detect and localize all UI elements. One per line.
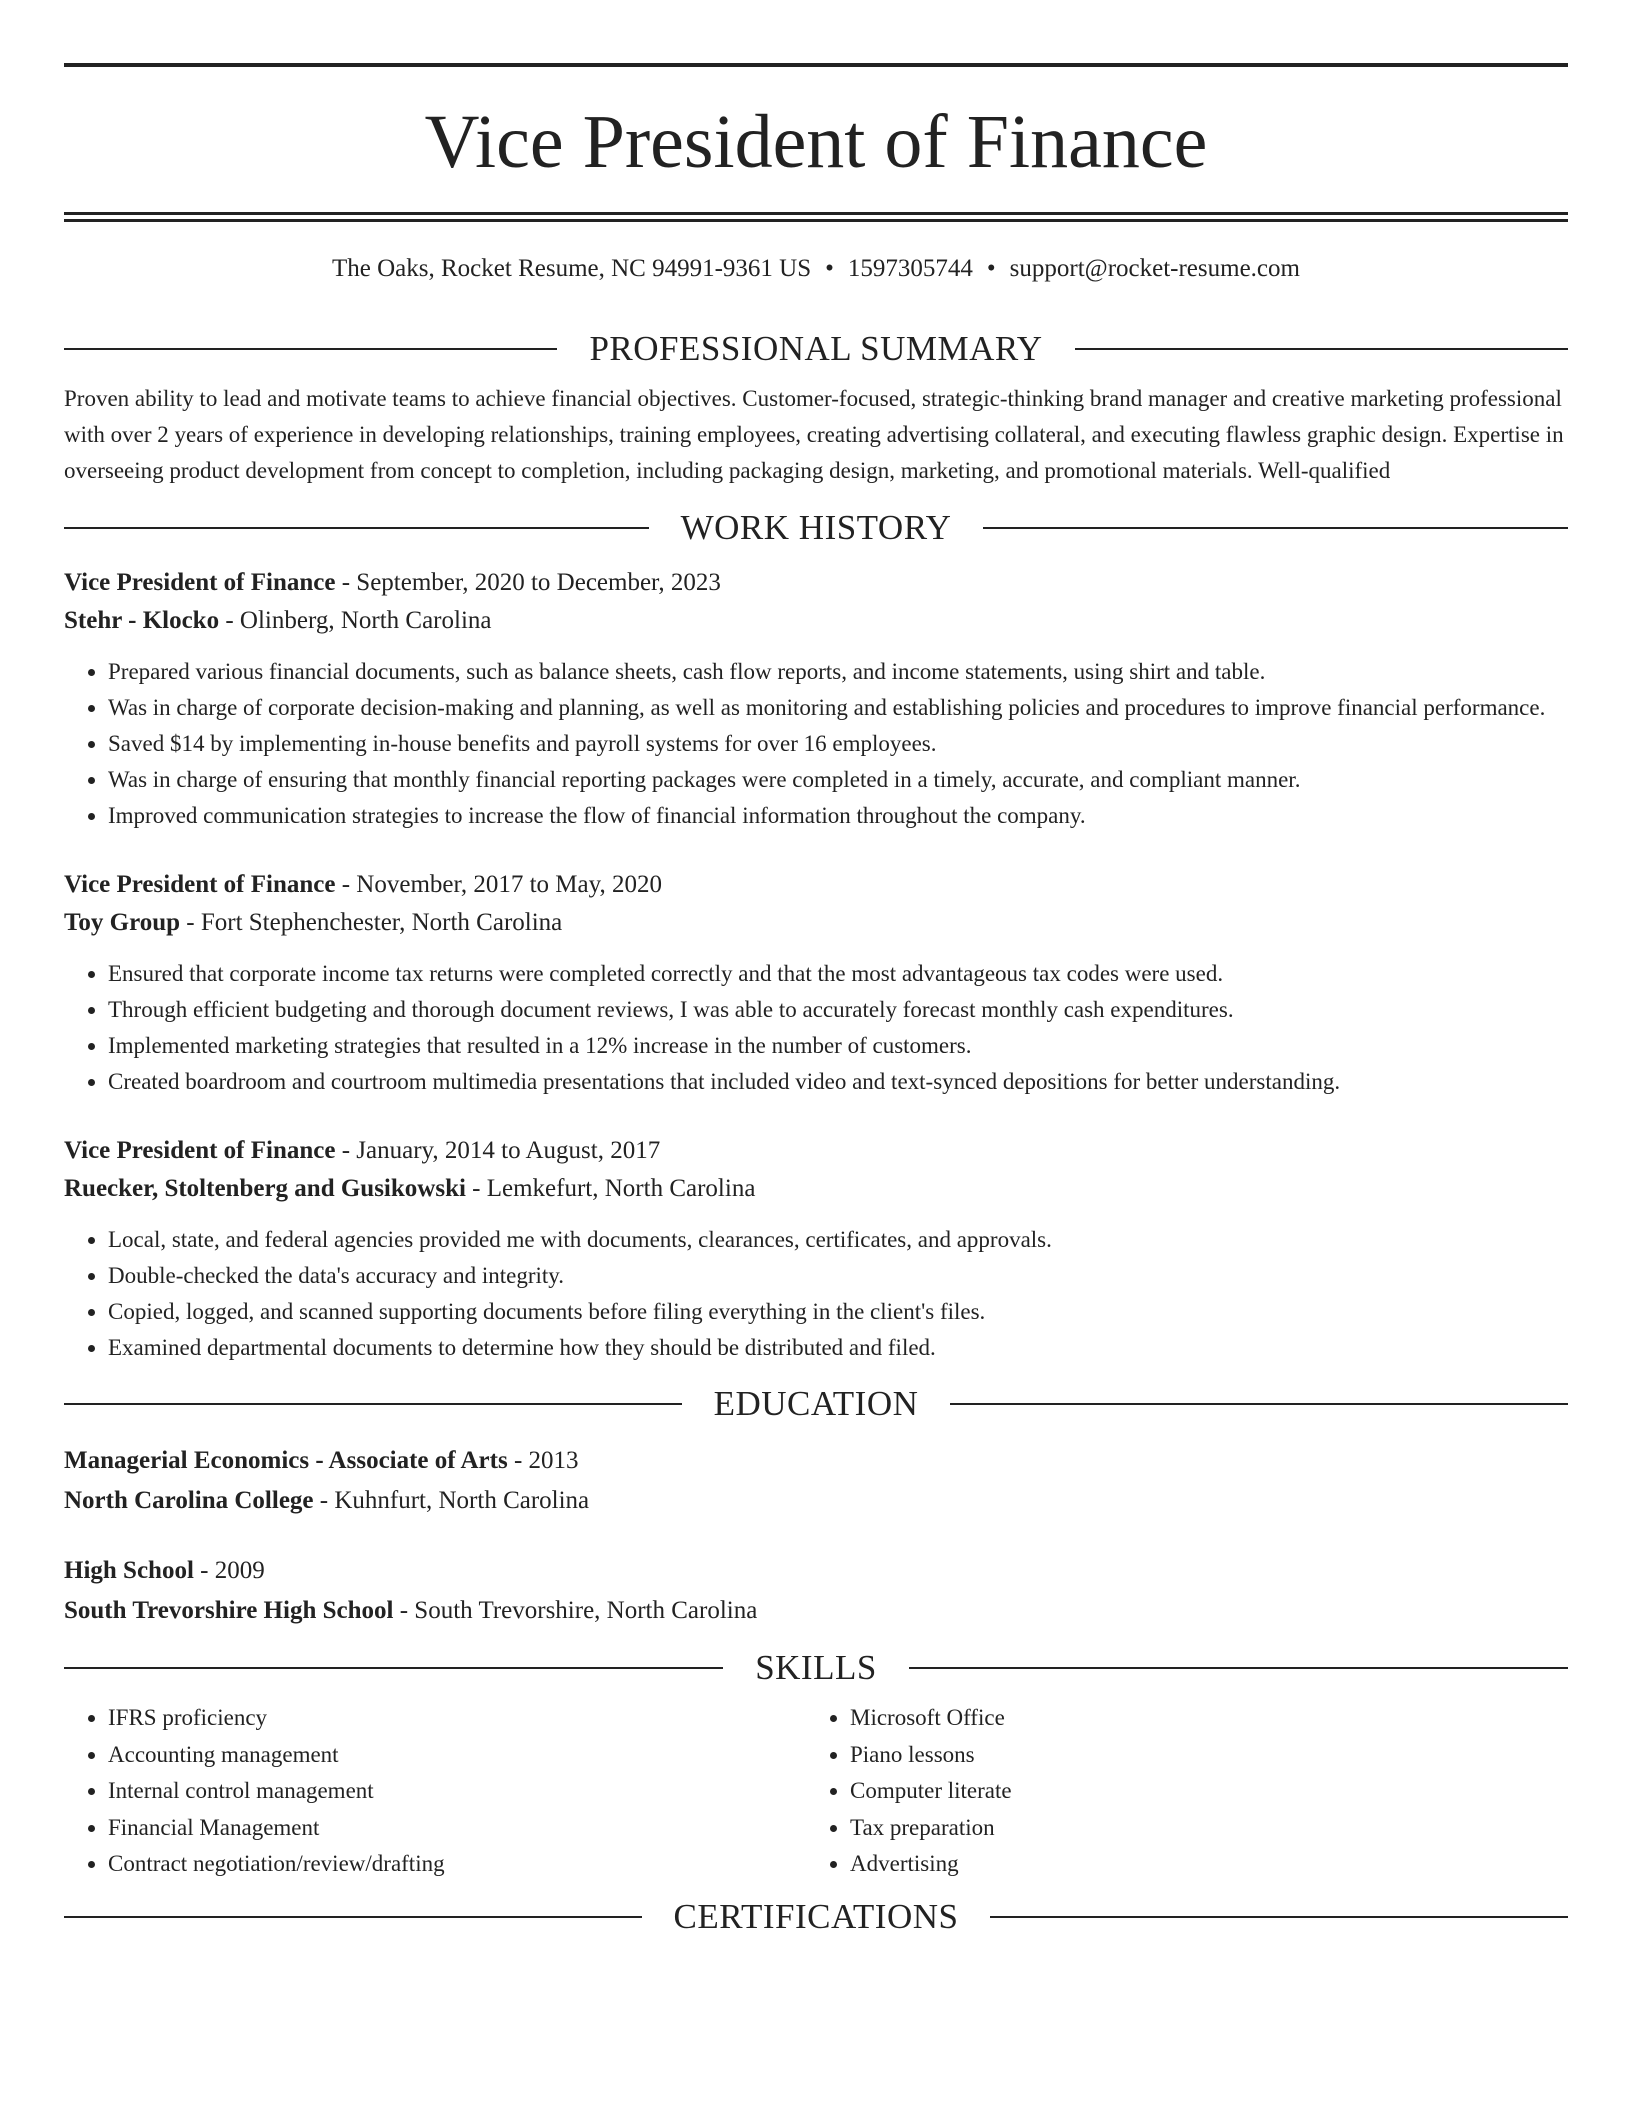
education-degree-line: [64, 1552, 1568, 1590]
job-bullets: [64, 956, 1568, 1100]
job-bullets: [64, 1222, 1568, 1366]
list-item: • Double-checked the data's accuracy and integrity.: [108, 1258, 1568, 1294]
education-degree-line: [64, 1442, 1568, 1480]
section-rule: [64, 1667, 723, 1669]
list-item: • Was in charge of ensuring that monthly financial reporting packages were completed in a timely, accurate, and compliant manner.: [108, 762, 1568, 798]
section-header-work: [64, 506, 1568, 550]
contact-phone: 1597305744: [847, 255, 973, 282]
education-school-line: [64, 1482, 1568, 1520]
job-title: Vice President of Finance: [64, 1137, 336, 1164]
job-company-line: [64, 904, 1568, 942]
list-item: • Through efficient budgeting and thorough document reviews, I was able to accurately forecast monthly cash expenditures.: [108, 992, 1568, 1028]
job-company: Toy Group: [64, 909, 181, 936]
education-degree: Managerial Economics - Associate of Arts: [64, 1447, 508, 1474]
list-item: • Saved $14 by implementing in-house benefits and payroll systems for over 16 employees.: [108, 726, 1568, 762]
section-title: EDUCATION: [713, 1384, 919, 1423]
job-title: Vice President of Finance: [64, 569, 336, 596]
list-item: • Local, state, and federal agencies provided me with documents, clearances, certificates, and approvals.: [108, 1222, 1568, 1258]
skills-columns: [64, 1700, 1568, 1883]
job-company-line: [64, 1170, 1568, 1208]
job-entry: [64, 1132, 1568, 1366]
list-item: • IFRS proficiency: [108, 1700, 806, 1737]
list-item: • Ensured that corporate income tax returns were completed correctly and that the most advantageous tax codes were used.: [108, 956, 1568, 992]
education-degree: High School: [64, 1557, 194, 1584]
section-rule: [64, 1916, 642, 1918]
job-title-line: [64, 866, 1568, 904]
section-rule: [64, 1403, 682, 1405]
contact-separator: •: [986, 255, 996, 282]
skills-list-left: [64, 1700, 806, 1883]
list-item: • Implemented marketing strategies that resulted in a 12% increase in the number of customers.: [108, 1028, 1568, 1064]
job-entry: [64, 564, 1568, 834]
top-rule: [64, 63, 1568, 67]
education-school-line: [64, 1592, 1568, 1630]
contact-email: support@rocket-resume.com: [1009, 255, 1300, 282]
job-location: - Fort Stephenchester, North Carolina: [180, 909, 563, 936]
education-entry: [64, 1552, 1568, 1630]
job-company: Stehr - Klocko: [64, 607, 220, 634]
double-rule: [64, 212, 1568, 222]
section-rule: [1075, 348, 1568, 350]
job-location: - Olinberg, North Carolina: [219, 607, 492, 634]
list-item: • Advertising: [850, 1846, 1548, 1883]
list-item: • Prepared various financial documents, such as balance sheets, cash flow reports, and income statements, using shirt and table.: [108, 654, 1568, 690]
list-item: • Improved communication strategies to increase the flow of financial information throughout the company.: [108, 798, 1568, 834]
section-header-summary: [64, 327, 1568, 371]
job-dates: - November, 2017 to May, 2020: [335, 871, 662, 898]
list-item: • Internal control management: [108, 1773, 806, 1810]
job-entry: [64, 866, 1568, 1100]
list-item: • Contract negotiation/review/drafting: [108, 1846, 806, 1883]
education-location: - Kuhnfurt, North Carolina: [313, 1487, 590, 1514]
list-item: • Financial Management: [108, 1810, 806, 1847]
list-item: • Created boardroom and courtroom multimedia presentations that included video and text-synced depositions for better understanding.: [108, 1064, 1568, 1100]
job-dates: - January, 2014 to August, 2017: [335, 1137, 661, 1164]
contact-address: The Oaks, Rocket Resume, NC 94991-9361 US: [332, 255, 812, 282]
job-dates: - September, 2020 to December, 2023: [335, 569, 721, 596]
list-item: • Accounting management: [108, 1737, 806, 1774]
section-rule: [990, 1916, 1568, 1918]
list-item: • Piano lessons: [850, 1737, 1548, 1774]
section-rule: [64, 348, 557, 350]
section-header-certifications: [64, 1895, 1568, 1939]
education-school: North Carolina College: [64, 1487, 314, 1514]
section-header-skills: [64, 1646, 1568, 1690]
resume-page: [64, 0, 1568, 1939]
list-item: • Computer literate: [850, 1773, 1548, 1810]
list-item: • Was in charge of corporate decision-making and planning, as well as monitoring and establishing policies and procedures to improve financial performance.: [108, 690, 1568, 726]
list-item: • Examined departmental documents to determine how they should be distributed and filed.: [108, 1330, 1568, 1366]
section-rule: [983, 527, 1568, 529]
section-title: PROFESSIONAL SUMMARY: [589, 329, 1043, 368]
job-title-line: [64, 564, 1568, 602]
summary-text: Proven ability to lead and motivate teams to achieve financial objectives. Customer-focused, strategic-thinking brand manager and creative marketing professional with over 2 years of experience in developing relationships, training employees, creating advertising collateral, and executing flawless graphic design. Expertise in overseeing product development from concept to completion, including packaging design, marketing, and promotional materials. Well-qualified: [64, 386, 1564, 483]
education-year: - 2013: [507, 1447, 579, 1474]
job-company: Ruecker, Stoltenberg and Gusikowski: [64, 1175, 466, 1202]
resume-title: Vice President of Finance: [424, 100, 1208, 184]
list-item: • Copied, logged, and scanned supporting documents before filing everything in the client's files.: [108, 1294, 1568, 1330]
section-title: SKILLS: [755, 1648, 877, 1687]
education-year: - 2009: [193, 1557, 265, 1584]
section-rule: [909, 1667, 1568, 1669]
job-title-line: [64, 1132, 1568, 1170]
section-title: WORK HISTORY: [680, 508, 952, 547]
section-title: CERTIFICATIONS: [673, 1896, 959, 1936]
list-item: • Microsoft Office: [850, 1700, 1548, 1737]
education-entry: [64, 1442, 1568, 1520]
job-company-line: [64, 602, 1568, 640]
contact-line: [64, 253, 1568, 285]
job-title: Vice President of Finance: [64, 871, 336, 898]
section-header-education: [64, 1382, 1568, 1426]
job-location: - Lemkefurt, North Carolina: [465, 1175, 756, 1202]
section-rule: [950, 1403, 1568, 1405]
skills-list-right: [806, 1700, 1548, 1883]
list-item: • Tax preparation: [850, 1810, 1548, 1847]
section-rule: [64, 527, 649, 529]
job-bullets: [64, 654, 1568, 834]
contact-separator: •: [825, 255, 834, 282]
education-school: South Trevorshire High School: [64, 1597, 394, 1624]
education-location: - South Trevorshire, North Carolina: [393, 1597, 758, 1624]
